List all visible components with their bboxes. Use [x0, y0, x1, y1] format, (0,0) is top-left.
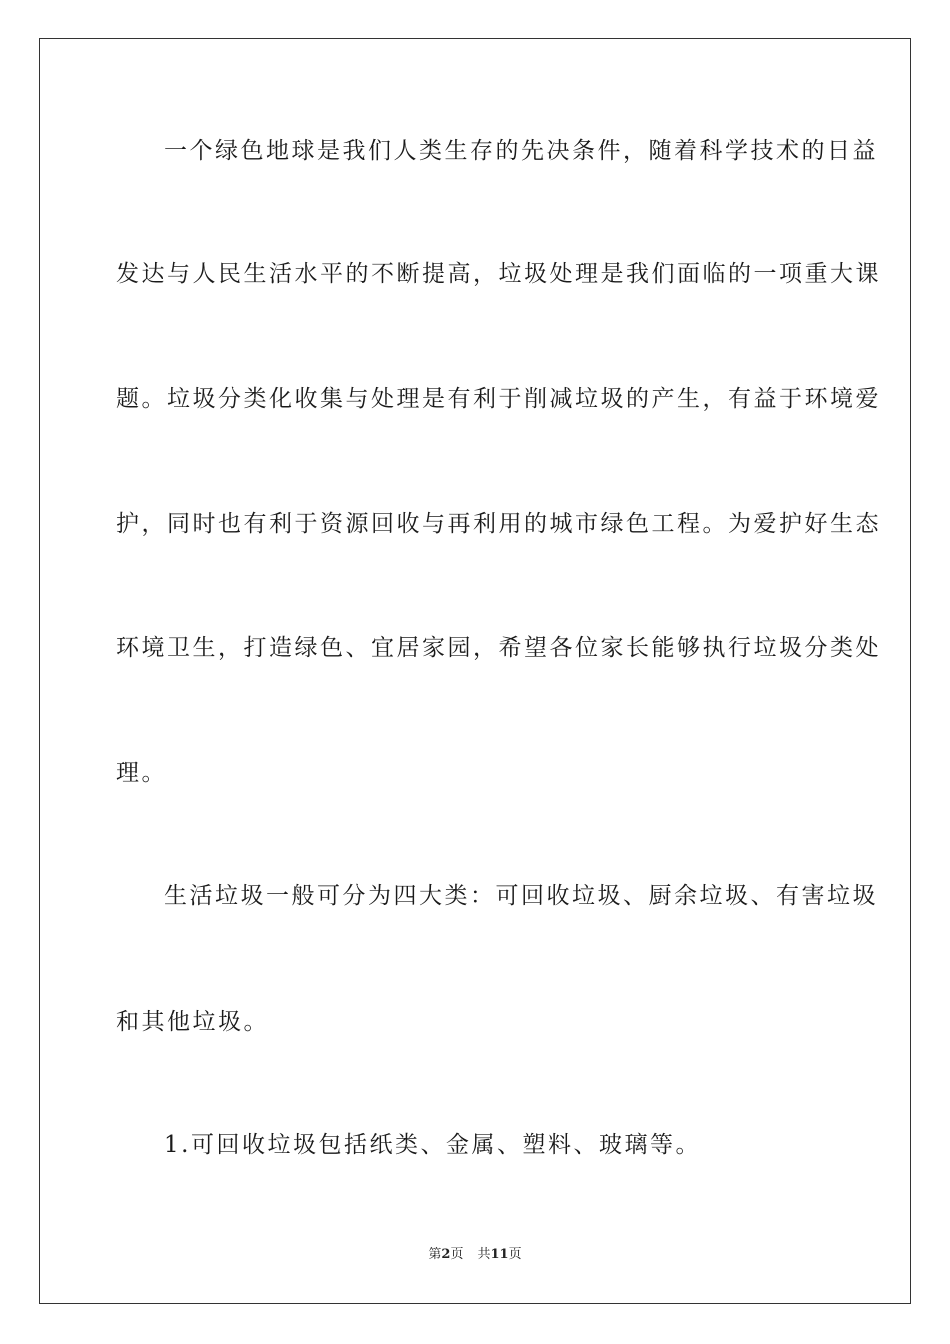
- footer-page-number: 2: [441, 1247, 451, 1262]
- paragraph-1-line-3: 题。垃圾分类化收集与处理是有利于削减垃圾的产生，有益于环境爱: [116, 386, 881, 412]
- footer-total-prefix: 共: [477, 1247, 491, 1262]
- page-footer: [0, 1246, 950, 1264]
- paragraph-1-line-4: 护，同时也有利于资源回收与再利用的城市绿色工程。为爱护好生态: [116, 511, 881, 537]
- paragraph-1-line-1: 一个绿色地球是我们人类生存的先决条件，随着科学技术的日益: [164, 138, 878, 164]
- footer-page-prefix: 第: [428, 1247, 442, 1262]
- paragraph-1-line-2: 发达与人民生活水平的不断提高，垃圾处理是我们面临的一项重大课: [116, 261, 881, 287]
- paragraph-3-line-1: 1.可回收垃圾包括纸类、金属、塑料、玻璃等。: [164, 1132, 701, 1158]
- footer-page-suffix: 页: [450, 1247, 464, 1262]
- paragraph-1-line-6: 理。: [116, 760, 167, 786]
- page-border: [39, 38, 911, 1304]
- footer-total-suffix: 页: [508, 1247, 522, 1262]
- footer-total-pages: 11: [490, 1247, 509, 1262]
- paragraph-1-line-5: 环境卫生，打造绿色、宜居家园，希望各位家长能够执行垃圾分类处: [116, 635, 881, 661]
- paragraph-2-line-2: 和其他垃圾。: [116, 1009, 269, 1035]
- paragraph-2-line-1: 生活垃圾一般可分为四大类：可回收垃圾、厨余垃圾、有害垃圾: [164, 883, 878, 909]
